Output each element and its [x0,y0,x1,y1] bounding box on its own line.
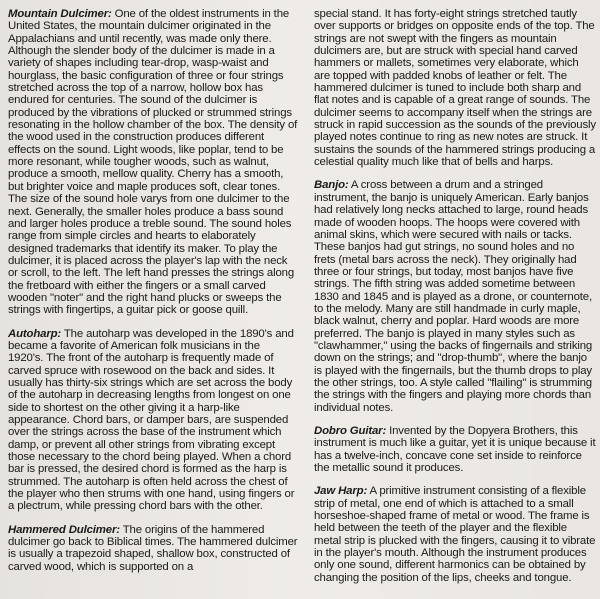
entry-text: The autoharp was developed in the 1890's and became a favorite of American folk musicians in the 1920's. The front of the autoharp is frequently made of carved spruce with rosewood on the back and sides. It usually has thirty-six strings which are set across the body of the autoharp in decreasing lengths from longest on one side to shortest on the other giving it a harp-like appearance. Chord bars, or damper bars, are suspended over the strings across the base of the instrument which damp, or prevent all other strings from vibrating except those necessary to the chord being played. When a chord bar is pressed, the desired chord is formed as the harp is strummed. The autoharp is often held across the chest of the player who then strums with one hand, using fingers or a plectrum, while pressing chord bars with the other. [8,327,295,513]
entry-text: The origins of the hammered dulcimer go back to Biblical times. The hammered dulcimer is usually a trapezoid shaped, shallow box, constructed of carved wood, which is supported on a [8,523,298,573]
entry-term: Mountain Dulcimer: [8,8,112,20]
entry-jaw-harp [314,485,596,584]
left-column [8,8,298,584]
entry-text: A primitive instrument consisting of a flexible strip of metal, one end of which is attached to a small horseshoe-shaped frame of metal or wood. The frame is held between the teeth of the player and the flexible metal strip is plucked with the fingers, causing it to vibrate in the player's mouth. Although the instrument produces only one sound, different harmonics can be obtained by changing the position of the lips, cheeks and tongue. [314,485,596,584]
entry-text: Invented by the Dopyera Brothers, this instrument is much like a guitar, yet it is unique because it has a twelve-inch, concave cone set inside to reinforce the metallic sound it produces. [314,425,596,475]
entry-dobro-guitar [314,425,596,474]
entry-term: Dobro Guitar: [314,425,387,437]
entry-banjo [314,179,596,414]
entry-term: Banjo: [314,179,349,192]
entry-term: Hammered Dulcimer: [8,523,120,536]
right-column [314,8,596,595]
entry-hammered-dulcimer-continued [314,8,596,168]
entry-mountain-dulcimer [8,8,298,317]
entry-term: Jaw Harp: [314,485,368,498]
entry-text: One of the oldest instruments in the United States, the mountain dulcimer originated in the Appalachians and until recently, was made only there. Although the slender body of the dulcimer is made in a variety of shapes including tear-drop, wasp-waist and hourglass, the basic configuration of three or four strings stretched across the top of a narrow, hollow box has endured for centuries. The sound of the dulcimer is produced by the vibrations of plucked or strummed strings resonating in the hollow chamber of the box. The density of the wood used in the construction produces different effects on the sound. Light woods, like poplar, tend to be more resonant, while tougher woods, such as walnut, produce a smooth, mellow quality. Cherry has a smooth, but brighter voice and maple produces soft, clear tones. The size of the sound hole varys from one dulcimer to the next. Generally, the smaller holes produce a bass sound and larger holes produce a treble sound. The sound holes range from simple circles and hearts to elaborately designed trademarks that identify its maker. To play the dulcimer, it is placed across the player's lap with the neck or scroll, to the left. The left hand presses the strings along the fretboard with either the fingers or a small carved wooden "noter" and the right hand plucks or sweeps the strings with fingertips, a guitar pick or goose quill. [8,8,298,317]
entry-autoharp [8,328,298,513]
entry-text: special stand. It has forty-eight strings stretched tautly over supports or bridges on opposite ends of the top. The strings are not swept with the fingers as mountain dulcimers are, but are struck with special hand carved hammers or mallets, sometimes very elaborate, which are topped with padded knobs of leather or felt. The hammered dulcimer is tuned to include both sharp and flat notes and is capable of a great range of sounds. The dulcimer seems to accompany itself when the strings are struck in rapid succession as the sounds of the previously played notes continue to ring as new notes are struck. It sustains the sounds of the hammered strings producing a celestial quality much like that of bells and harps. [314,8,596,169]
entry-term: Autoharp: [8,327,62,340]
entry-text: A cross between a drum and a stringed instrument, the banjo is uniquely American. Early banjos had relatively long necks attached to large, round heads made of wooden hoops. The hoops were covered with animal skins, which were secured with nails or tacks. These banjos had gut strings, no sound holes and no frets (metal bars across the neck). They originally had three or four strings, but today, most banjos have five strings. The fifth string was added sometime between 1830 and 1845 and is played as a drone, or counternote, to the melody. Many are still handmade in curly maple, black walnut, cherry and poplar. Hard woods are more preferred. The banjo is played in many styles such as "clawhammer," using the backs of fingernails and striking down on the strings; and "drop-thumb", where the banjo is played with the fingernails, but the thumb drops to play the other strings, too. A style called "flailing" is strumming the strings with the fingers and playing more chords than individual notes. [314,179,593,414]
entry-hammered-dulcimer [8,524,298,573]
